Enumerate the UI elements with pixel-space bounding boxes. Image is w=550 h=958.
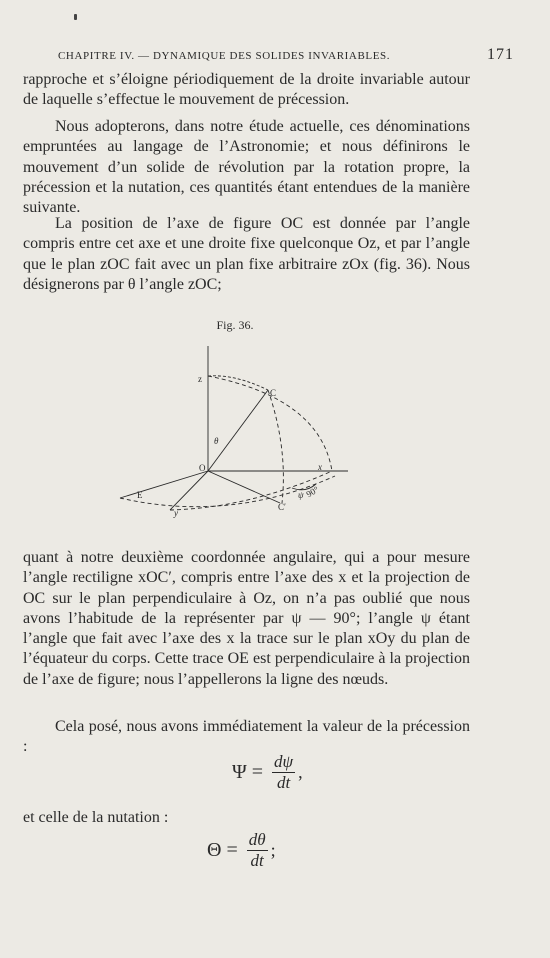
precession-punct: , (298, 762, 303, 782)
label-c: C (270, 388, 277, 398)
header-title: CHAPITRE IV. — DYNAMIQUE DES SOLIDES INVARIABLES. (58, 50, 391, 62)
label-ninety: 90° (304, 484, 321, 500)
nutation-equation (207, 830, 276, 871)
precession-fraction (272, 752, 295, 793)
paragraph-2: Nous adopterons, dans notre étude actuelle, ces dénominations empruntées au langage de l’Astronomie; et nous définirons le mouvement d’un solide de révolution par la rotation propre, la précession et la nutation, ces quantités étant entendues de la manière suivante. (23, 118, 470, 217)
label-z: z (198, 374, 202, 384)
precession-lhs: Ψ = (232, 761, 264, 783)
nutation-fraction (247, 830, 268, 871)
nutation-lhs: Θ = (207, 839, 238, 861)
running-header (58, 48, 514, 66)
paragraph-4: quant à notre deuxième coordonnée angulaire, qui a pour mesure l’angle rectiligne xOC′, compris entre l’axe des x et la projection de OC sur le plan perpendiculaire à Oz, on n’a pas oublié que nous avons l’habitude de la représenter par ψ — 90°; l’angle ψ étant l’angle que fait avec l’axe des x la trace sur le plan xOy du plan de l’équateur du corps. Cette trace OE est perpendiculaire à la projection de l’axe de figure; nous l’appellerons la ligne des nœuds. (23, 549, 470, 688)
paragraph-1: rapproche et s’éloigne périodiquement de la droite invariable autour de laquelle s’effectue le mouvement de précession. (23, 71, 470, 109)
label-psi: ψ (298, 490, 304, 500)
label-y: y (174, 508, 178, 518)
label-c-prime: C′ (278, 502, 286, 512)
label-x: x (318, 462, 322, 472)
nutation-numerator: dθ (248, 830, 266, 849)
paragraph-5: Cela posé, nous avons immédiatement la valeur de la précession : (23, 718, 470, 756)
label-e: E (137, 490, 143, 500)
paragraph-3: La position de l’axe de figure OC est donnée par l’angle compris entre cet axe et une droite fixe quelconque Oz, et par l’angle que le plan zOC fait avec un plan fixe arbitraire zOx (fig. 36). Nous désignerons par θ l’angle zOC; (23, 215, 470, 293)
label-o: O (199, 463, 206, 473)
page-number: 171 (487, 46, 514, 63)
nutation-denominator: dt (250, 851, 264, 870)
precession-equation (232, 752, 303, 793)
line-oc (208, 390, 268, 471)
figure-36 (110, 338, 360, 528)
precession-numerator: dψ (274, 752, 294, 771)
label-theta: θ (214, 436, 219, 446)
c-meridian (268, 390, 283, 503)
ink-mark (74, 14, 77, 20)
precession-denominator: dt (276, 773, 291, 792)
paragraph-6: et celle de la nutation : (23, 809, 169, 826)
figure-caption: Fig. 36. (216, 318, 254, 332)
nutation-punct: ; (270, 840, 276, 860)
